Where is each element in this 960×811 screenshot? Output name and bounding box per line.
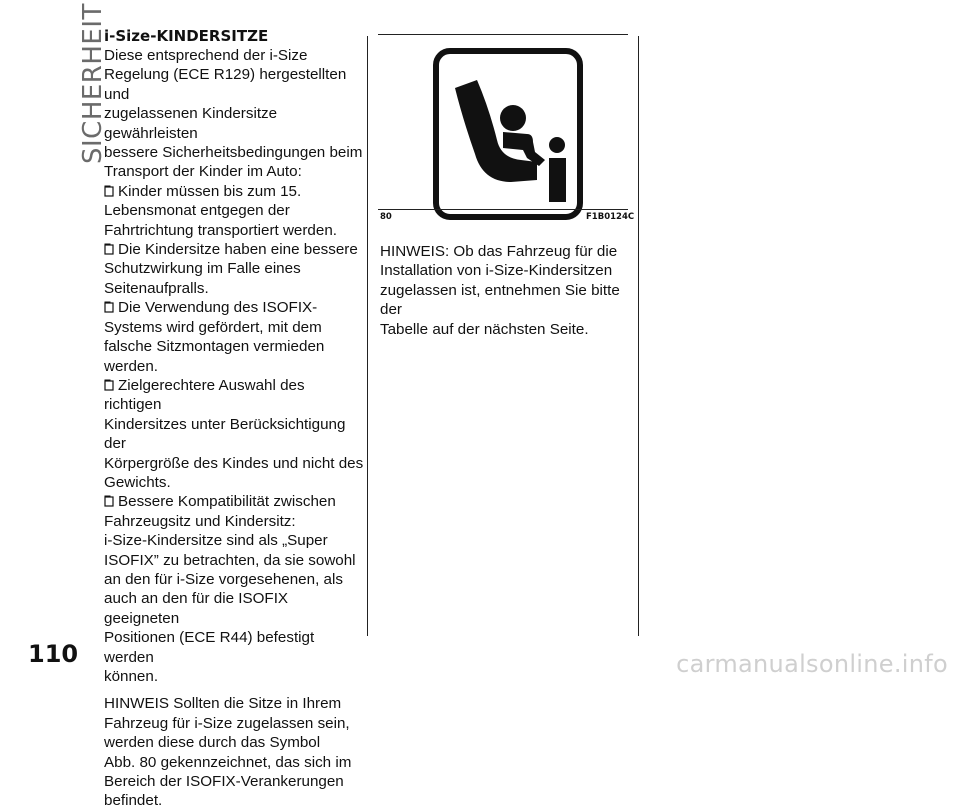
bullet-line: i-Size-Kindersitze sind als „Super — [104, 532, 328, 550]
note-line: Installation von i-Size-Kindersitzen — [380, 262, 613, 280]
bullet-item — [104, 240, 366, 298]
note-line: Abb. 80 gekennzeichnet, das sich im — [104, 753, 352, 771]
section-heading: i-Size-KINDERSITZE — [104, 27, 269, 45]
bullet-marker-icon — [104, 185, 115, 197]
figure-code: F1B0124C — [586, 212, 635, 222]
bullet-line: Die Kindersitze haben eine bessere — [118, 241, 358, 259]
note-line: HINWEIS: Ob das Fahrzeug für die — [380, 243, 618, 260]
bullet-line: Kinder müssen bis zum 15. — [118, 182, 302, 200]
bullet-line: falsche Sitzmontagen vermieden — [104, 338, 325, 356]
bullet-marker-icon — [104, 495, 115, 507]
bullet-line: an den für i-Size vorgesehenen, als — [104, 570, 343, 588]
bullet-item — [104, 376, 366, 492]
bullet-line: werden. — [104, 357, 159, 375]
note-line: Bereich der ISOFIX-Verankerungen — [104, 773, 344, 791]
left-text-column — [104, 26, 366, 811]
bullet-line: Die Verwendung des ISOFIX- — [118, 299, 318, 317]
bullet-line: auch an den für die ISOFIX geeigneten — [104, 590, 289, 627]
bullet-line: Körpergröße des Kindes und nicht des — [104, 454, 364, 472]
note-paragraph — [104, 694, 366, 810]
bullet-line: Seitenaufpralls. — [104, 279, 209, 297]
column-divider — [367, 36, 368, 636]
bullet-line: Systems wird gefördert, mit dem — [104, 318, 322, 336]
note-line: Fahrzeug für i-Size zugelassen sein, — [104, 714, 350, 732]
note-line: befindet. — [104, 792, 163, 810]
bullet-marker-icon — [104, 243, 115, 255]
bullet-line: Fahrzeugsitz und Kindersitz: — [104, 512, 296, 530]
note-line: zugelassen ist, entnehmen Sie bitte der — [380, 281, 620, 319]
bullet-line: Lebensmonat entgegen der — [104, 202, 290, 220]
intro-paragraph — [104, 46, 366, 182]
bullet-line: Fahrtrichtung transportiert werden. — [104, 221, 337, 239]
intro-line: Transport der Kinder im Auto: — [104, 163, 302, 181]
bullet-marker-icon — [104, 301, 115, 313]
intro-line: bessere Sicherheitsbedingungen beim — [104, 144, 363, 162]
bullet-line: Gewichts. — [104, 473, 171, 491]
intro-line: Regelung (ECE R129) hergestellten und — [104, 66, 347, 103]
right-text-column — [380, 242, 632, 339]
note-line: HINWEIS Sollten die Sitze in Ihrem — [104, 695, 342, 713]
section-side-tab — [44, 3, 108, 170]
bullet-line: können. — [104, 668, 159, 685]
bullet-marker-icon — [104, 379, 115, 391]
intro-line: zugelassenen Kindersitze gewährleisten — [104, 105, 278, 142]
figure-80 — [378, 34, 628, 229]
bullet-item — [104, 492, 366, 686]
note-line: Tabelle auf der nächsten Seite. — [380, 320, 589, 338]
section-label: SICHERHEIT — [78, 3, 108, 164]
bullet-line: Zielgerechtere Auswahl des richtigen — [104, 376, 305, 414]
figure-top-rule — [378, 34, 628, 35]
bullet-line: ISOFIX” zu betrachten, da sie sowohl — [104, 551, 356, 569]
figure-bottom-rule — [378, 209, 628, 210]
figure-number: 80 — [380, 212, 392, 222]
bullet-line: Bessere Kompatibilität zwischen — [118, 493, 336, 511]
bullet-line: Kindersitzes unter Berücksichtigung der — [104, 415, 346, 453]
page-number: 110 — [28, 640, 79, 668]
bullet-line: Positionen (ECE R44) befestigt werden — [104, 629, 315, 666]
bullet-line: Schutzwirkung im Falle eines — [104, 260, 301, 278]
watermark: carmanualsonline.info — [676, 650, 948, 678]
bullet-item — [104, 298, 366, 376]
i-size-child-seat-icon — [433, 48, 583, 220]
intro-line: Diese entsprechend der i-Size — [104, 47, 308, 64]
bullet-item — [104, 182, 366, 240]
column-divider — [638, 36, 639, 636]
note-line: werden diese durch das Symbol — [104, 734, 321, 752]
